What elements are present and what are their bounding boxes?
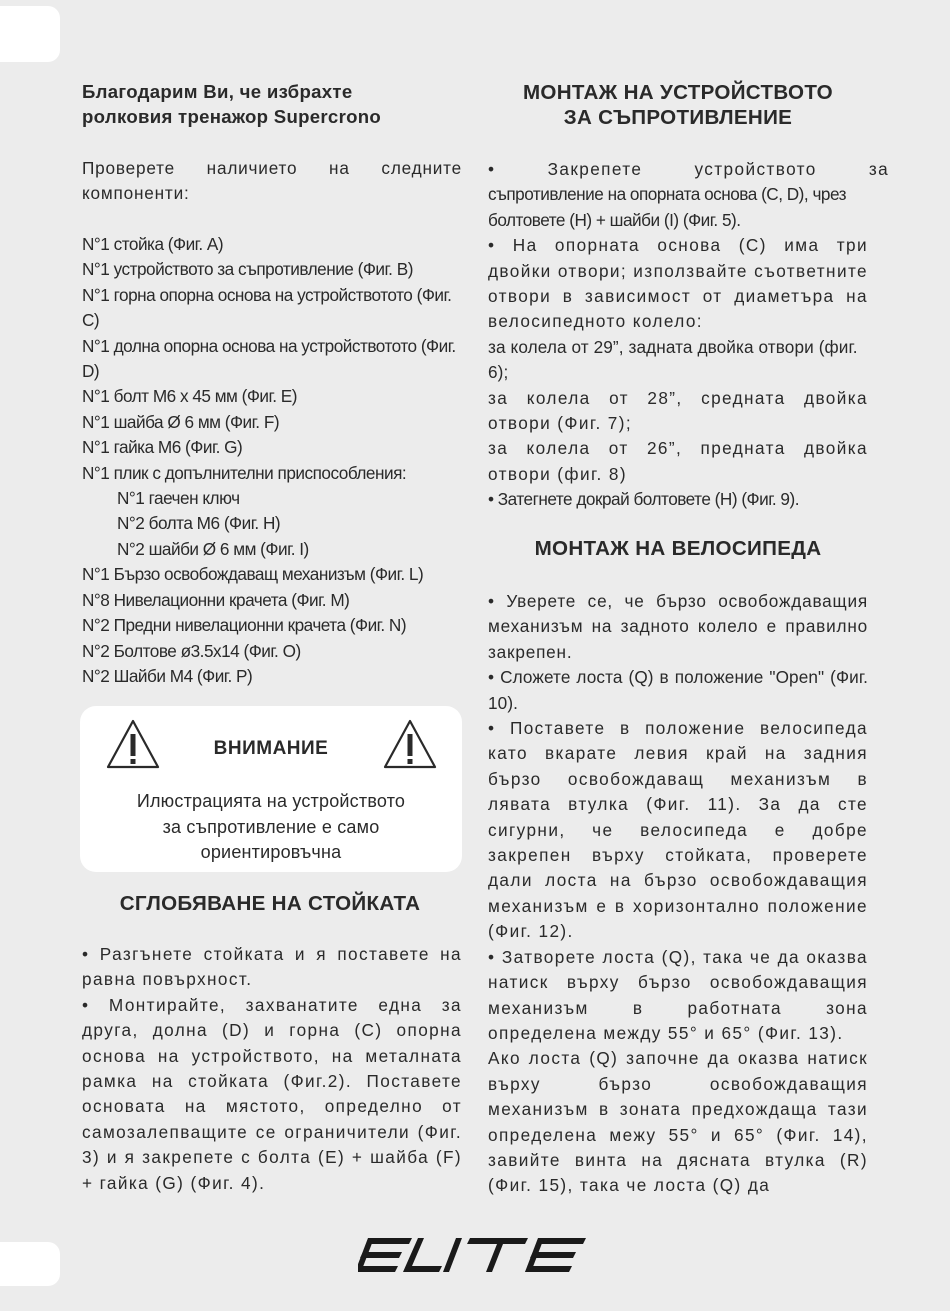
component-item: N°1 плик с допълнителни приспособления:: [82, 462, 407, 483]
stand-paragraph: • Разгънете стойката и я поставете на равна повърхност.: [82, 944, 462, 990]
resistance-paragraph: съпротивление на опорната основа (C, D), чрез болтовете (H) + шайби (I) (Фиг. 5).: [488, 184, 847, 230]
component-subitem: N°1 гаечен ключ: [117, 488, 240, 509]
component-item: N°2 Болтове ø3.5x14 (Фиг. O): [82, 640, 301, 661]
resistance-section: [488, 157, 890, 513]
resistance-heading: [478, 80, 878, 130]
page-tab-bottom: [0, 1242, 60, 1286]
intro-title-line: Благодарим Ви, че избрахте: [82, 81, 353, 102]
warning-text-line: Илюстрацията на устройството: [136, 791, 406, 811]
resistance-paragraph: за колела от 26”, предната двойка отвори (фиг. 8): [488, 438, 868, 484]
component-item: N°1 гайка M6 (Фиг. G): [82, 437, 243, 458]
component-subitem: N°2 болта M6 (Фиг. H): [117, 513, 281, 534]
bike-paragraph: • Сложете лоста (Q) в положение "Open" (Фиг. 10).: [488, 667, 868, 713]
warning-triangle-icon: [382, 718, 438, 770]
resistance-paragraph: за колела от 28”, средната двойка отвори (Фиг. 7);: [488, 387, 868, 434]
bike-paragraph: • Поставете в положение велосипеда като вкарате левия край на задния бързо освобождаващ механизъм в лявата втулка (Фиг. 11). За да сте сигурни, че велосипеда е добре закрепен върху стойката, проверете дали лоста на бързо освобождаващия механизъм е в хоризонтално положение (Фиг. 12).: [488, 718, 868, 942]
stand-heading: СГЛОБЯВАНЕ НА СТОЙКАТА: [119, 892, 421, 915]
component-item: N°1 шайба Ø 6 мм (Фиг. F): [82, 411, 280, 432]
component-item: N°1 стойка (Фиг. A): [82, 234, 224, 254]
bike-paragraph: • Уверете се, че бързо освобождаващия механизъм на задното колело е правилно закрепен.: [488, 591, 868, 662]
component-item: N°8 Нивелационни крачета (Фиг. M): [82, 589, 350, 610]
resistance-heading-line: ЗА СЪПРОТИВЛЕНИЕ: [563, 106, 793, 129]
component-item: N°1 горна опорна основа на устройствотото (Фиг. C): [82, 284, 452, 331]
component-item: N°1 долна опорна основа на устройствотото (Фиг. D): [82, 335, 456, 382]
resistance-paragraph: • Затегнете докрай болтовете (H) (Фиг. 9).: [488, 489, 799, 510]
components-list: [82, 232, 462, 689]
component-item: N°1 устройството за съпротивление (Фиг. B): [82, 259, 413, 280]
component-item: N°1 болт M6 x 45 мм (Фиг. E): [82, 386, 297, 407]
warning-title: ВНИМАНИЕ: [213, 738, 329, 759]
bike-paragraph: • Затворете лоста (Q), така че да оказва натиск върху бързо освобождаващия механизъм в работната зона определена между 55° и 65° (Фиг. 13).: [488, 946, 868, 1043]
bike-heading: МОНТАЖ НА ВЕЛОСИПЕДА: [534, 537, 822, 560]
stand-paragraph: • Монтирайте, захванатите една за друга, долна (D) и горна (C) опорна основа на устройството, на металната рамка на стойката (Фиг.2). Поставете основата на мястото, определно от самозалепващите се ограничители (Фиг. 3) и я закрепете с болта (E) + шайба (F) + гайка (G) (Фиг. 4).: [82, 994, 462, 1193]
resistance-heading-line: МОНТАЖ НА УСТРОЙСТВОТО: [522, 81, 834, 104]
warning-text-line: за съпротивление е само: [162, 816, 380, 837]
resistance-paragraph: • На опорната основа (C) има три двойки отвори; използвайте съответните отвори в зависимост от диаметъра на велосипедното колело:: [488, 235, 868, 332]
intro-title: [82, 79, 381, 129]
resistance-paragraph-first-line: [488, 157, 890, 182]
resistance-paragraph-start: • Закрепете устройството за: [488, 159, 890, 179]
bike-paragraph: Ако лоста (Q) започне да оказва натиск върху бързо освобождаващия механизъм в зоната предхождаща тази определена межу 55° и 65° (Фиг. 14), завийте винта на дясната втулка (R) (Фиг. 15), така че лоста (Q) да: [488, 1048, 868, 1196]
check-text: Проверете наличието на следните компоненти:: [82, 158, 462, 204]
resistance-paragraph: за колела от 29”, задната двойка отвори (фиг. 6);: [488, 336, 858, 383]
page-tab-top: [0, 6, 60, 62]
component-subitem: N°2 шайби Ø 6 мм (Фиг. I): [117, 538, 309, 559]
elite-logo: [358, 1238, 588, 1272]
bike-section: [488, 589, 868, 1199]
warning-box: [80, 706, 462, 872]
component-item: N°1 Бързо освобождаващ механизъм (Фиг. L): [82, 564, 424, 585]
warning-text: [80, 789, 462, 866]
component-item: N°2 Предни нивелационни крачета (Фиг. N): [82, 615, 407, 636]
component-item: N°2 Шайби M4 (Фиг. P): [82, 665, 253, 686]
stand-section: [82, 942, 462, 1196]
warning-text-line: ориентировъчна: [200, 842, 342, 862]
intro-title-line: ролковия тренажор Supercrono: [82, 106, 382, 128]
